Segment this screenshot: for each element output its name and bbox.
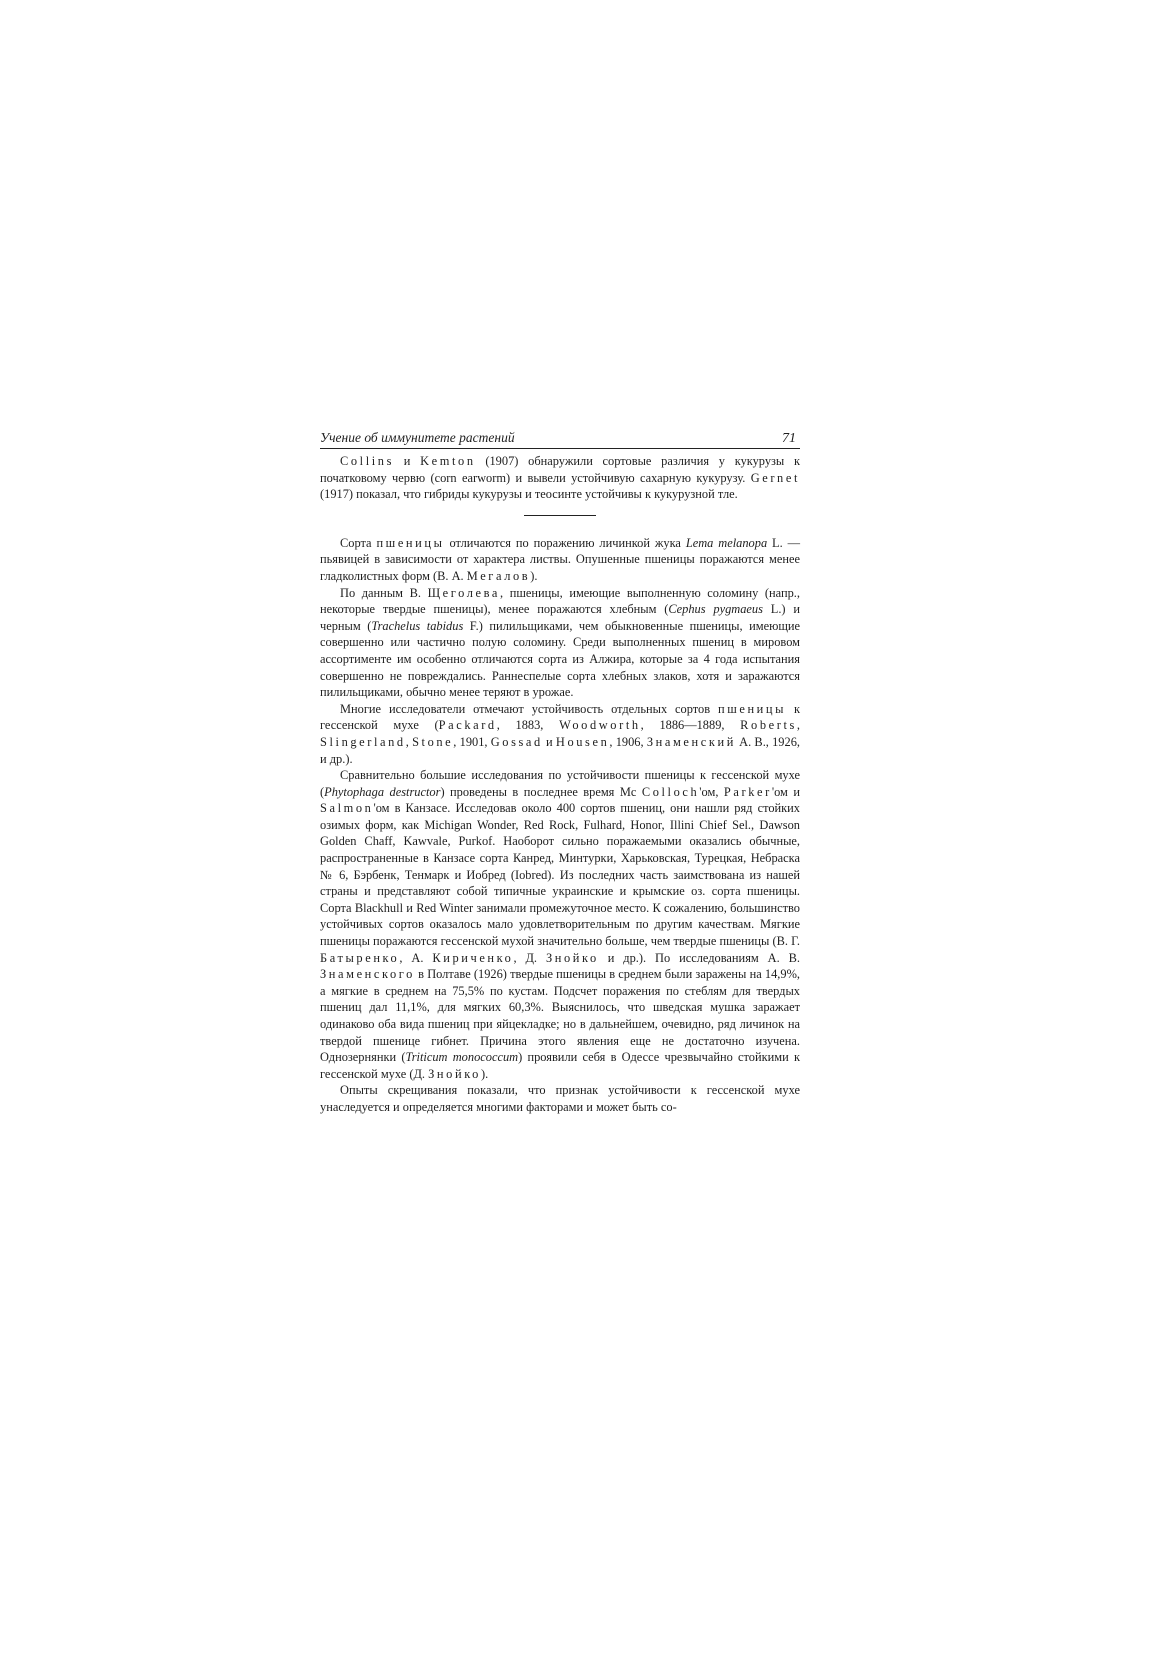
author-name: Roberts [740, 718, 797, 733]
author-name: Щеголева [427, 585, 501, 600]
text-run: 'ом в Канзасе. Исследовав около 400 сортов пшениц, они нашли ряд стойких озимых форм, как Michigan Wonder, Red Rock, Fulhard, Honor, Illini Chief Sel., Dawson Golden Chaff, Kawvale, Purkof. Наоборот сильно поражаемыми оказались обычные, распространенные в Канзасе сорта Канред, Минтурки, Харьковская, Турецкая, Небраска № 6, Бэрбенк, Тенмарк и Иобред (Iobred). Из последних часть заимствована из нашей страны и представляют собой типичные украинские и крымские оз. сорта пшеницы. Сорта Blackhull и Red Winter занимали промежуточное место. К сожалению, большинство устойчивых сортов оказалось мало удовлетворительным по другим качествам. Мягкие пшеницы поражаются гессенской мухой значительно больше, чем твердые пшеницы (В. Г. [320, 801, 800, 949]
paragraph-sawflies [320, 585, 800, 701]
text-run: Опыты скрещивания показали, что признак устойчивости к гессенской мухе унаследуется и определяется многими факторами и может быть со- [320, 1083, 800, 1114]
text-run: ) проявили себя в Одессе чрезвычайно стойкими к гессенской мухе (Д. [320, 1050, 801, 1081]
text-run: L.) и черным ( [320, 602, 800, 633]
author-name: Кириченко [432, 950, 514, 965]
author-name: Gernet [750, 470, 800, 485]
text-run: , 1886—1889, [640, 718, 741, 733]
author-name: Знаменского [320, 967, 415, 982]
text-run: , пшеницы, имеющие выполненную соломину (напр., некоторые твердые пшеницы), менее поражаются хлебным ( [320, 585, 801, 617]
author-name: Salmon [320, 801, 374, 816]
paragraph-crossing [320, 1082, 800, 1115]
text-run: F.) пилильщиками, чем обыкновенные пшеницы, имеющие совершенно или частично полую соломину. Среди выполненных пшениц в мировом ассортименте им особенно отличаются сорта из Алжира, которые за 4 года испытания совершенно не повреждались. Раннеспелые сорта хлебных злаков, хотя и заражаются пилильщиками, обычно менее теряют в урожае. [320, 618, 800, 700]
book-page [320, 430, 800, 1116]
paragraph-hessian-fly-researchers [320, 701, 800, 767]
text-run: А. В., 1926, и др.). [320, 734, 800, 766]
text-run: в Полтаве (1926) твердые пшеницы в среднем были заражены на 14,9%, а мягкие в среднем на 75,5% по кустам. Подсчет поражения по стеблям для твердых пшениц дал 11,1%, для мягких 60,3%. Выяснилось, что шведская мушка заражает одинаково оба вида пшениц при яйцекладке; но в дальнейшем, очевидно, ряд личинок на твердой пшенице гибнет. Причина этого явления еще не достаточно изучена. Однозернянки ( [320, 967, 800, 1065]
page-number: 71 [782, 431, 796, 446]
species-name: Cephus pygmaeus [668, 602, 763, 617]
author-name: Знойко [545, 950, 599, 965]
text-run: и [394, 454, 421, 468]
author-name: Packard [438, 718, 497, 733]
author-name: Slingerland [320, 734, 406, 749]
species-name: Phytophaga destructor [324, 784, 441, 799]
text-run: отличаются по поражению личинкой жука [444, 535, 686, 550]
text-run: , 1906, [609, 734, 647, 749]
text-run: ) проведены в последнее время Mc [440, 784, 642, 799]
author-name: Parker [723, 784, 772, 799]
author-name: Батыренко [320, 950, 400, 965]
emphasis-word: пшеницы [717, 701, 787, 716]
text-run: 'ом и [771, 784, 800, 799]
text-run: и [542, 734, 556, 749]
text-run: к гессенской мухе ( [320, 701, 800, 733]
author-name: Знаменский [646, 734, 736, 749]
species-name: Triticum monococcum [405, 1050, 519, 1065]
text-run: ). [480, 1066, 489, 1081]
author-name: Stone [412, 734, 454, 749]
text-run: , Д. [513, 950, 546, 965]
text-run: По данным В. [340, 585, 428, 600]
text-run: Многие исследователи отмечают устойчивость отдельных сортов [340, 701, 718, 716]
author-name: Gossad [490, 734, 543, 749]
author-name: Знойко [428, 1066, 481, 1081]
paragraph-corn [320, 453, 800, 503]
paragraph-lema [320, 535, 800, 585]
running-title: Учение об иммунитете растений [320, 430, 515, 445]
author-name: Kemton [420, 454, 476, 468]
text-run: (1917) показал, что гибриды кукурузы и теосинте устойчивы к кукурузной тле. [320, 487, 738, 502]
text-run: , А. [399, 950, 433, 965]
running-head [320, 430, 800, 449]
emphasis-word: пшеницы [376, 535, 445, 550]
author-name: Woodworth [559, 718, 641, 733]
text-run: ). [530, 568, 538, 583]
text-run: и др.). По исследованиям А. В. [598, 950, 800, 965]
author-name: Housen [555, 734, 610, 749]
author-name: Collins [340, 454, 395, 468]
text-run: Сравнительно большие исследования по устойчивости пшеницы к гессенской мухе ( [320, 768, 800, 799]
species-name: Trachelus tabidus [371, 618, 464, 633]
author-name: Мегалов [466, 568, 531, 583]
section-divider [524, 515, 596, 516]
text-run: , [405, 734, 413, 749]
text-run: 'ом, [699, 784, 724, 799]
text-run: L. — пьявицей в зависимости от характера листвы. Опушенные пшеницы поражаются менее гладколистных форм (В. А. [320, 535, 800, 583]
author-name: Colloch [641, 784, 700, 799]
text-run: Сорта [340, 535, 377, 550]
text-run: , 1883, [496, 718, 560, 733]
text-run: , [796, 718, 801, 733]
paragraph-kansas-study [320, 767, 800, 1082]
text-run: (1907) обнаружили сортовые различия у кукурузы к початковому червю (corn earworm) и вывели устойчивую сахарную кукурузу. [320, 454, 800, 485]
text-run: , 1901, [453, 734, 491, 749]
species-name: Lema melanopa [685, 535, 768, 550]
